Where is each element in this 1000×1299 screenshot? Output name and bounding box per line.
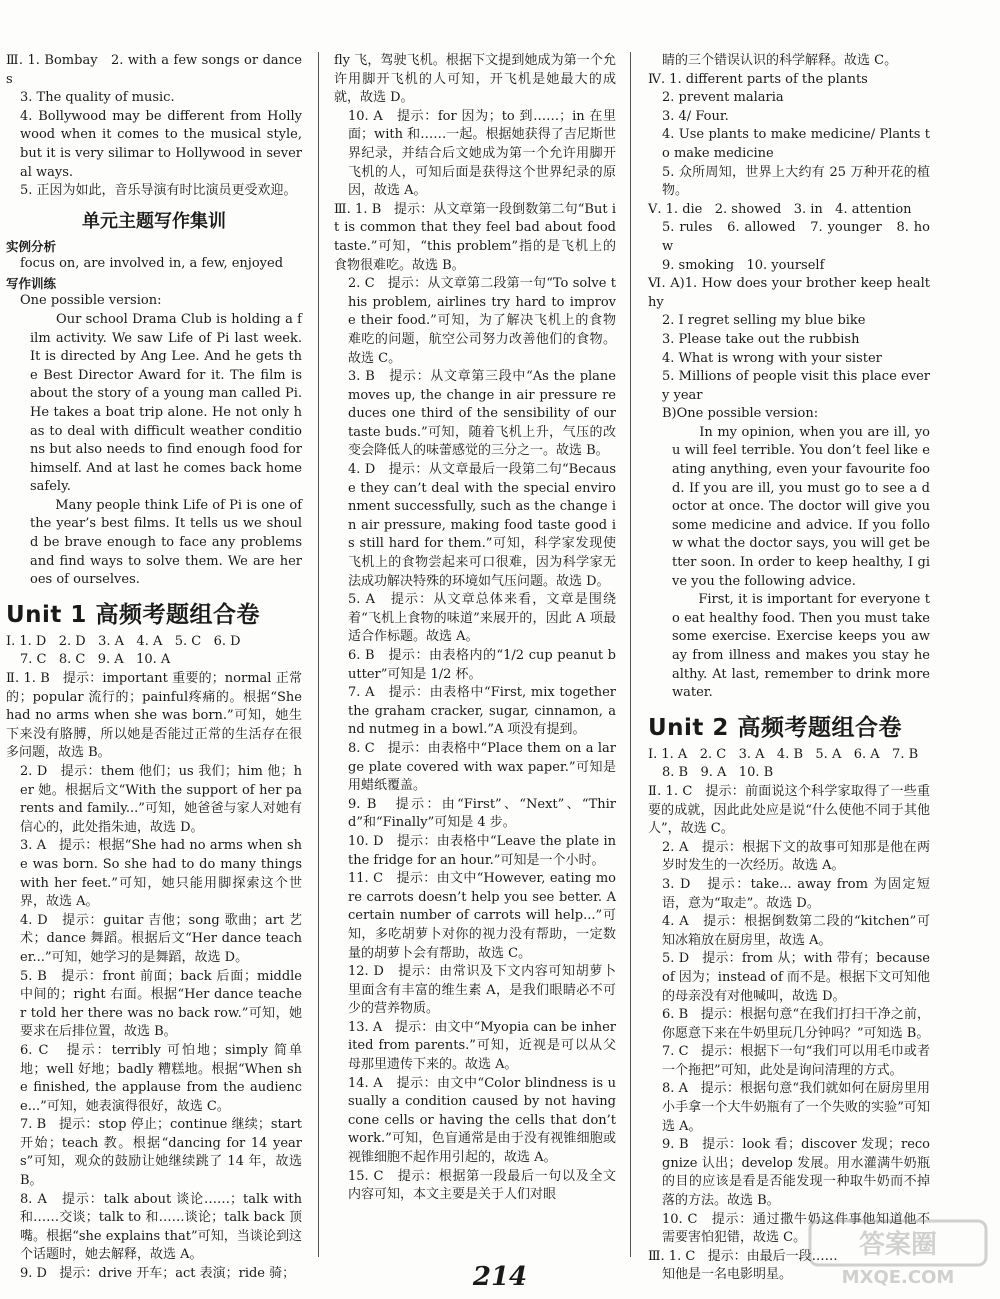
answer-text: 3. The quality of music. [20, 90, 175, 106]
unit-heading: Unit 1 高频考题组合卷 [6, 601, 260, 628]
answer-text: fly 飞，驾驶飞机。根据下文提到她成为第一个允许用脚开飞机的人可知，开飞机是她最大的成就，故选 D。 [334, 53, 616, 106]
answer-text: 7. B 提示：stop 停止；continue 继续；start 开始；teach 教。根据“dancing for 14 years”可知，观众的鼓励让她继续跳了 14 年，故选 B。 [20, 1117, 307, 1189]
answer-text: 2. A 提示：根据下文的故事可知那是他在两岁时发生的一次经历。故选 A。 [662, 839, 930, 874]
answer-text: 4. D 提示：从文章最后一段第二句“Because they can’t deal with the special environment successfully, such as the change in air pressure, making food taste good is still hard for them.”可知，科学家发现使飞机上的食物尝起来可口很难，因为科学家无法成功解决特殊的环境如气压问题。故选 D。 [348, 462, 616, 589]
answer-text: 2. C 提示：从文章第二段第一句“To solve this problem, airlines try hard to improve their food.”可知，为了解决飞机上的食物难吃的问题，航空公司努力改善他们的食物。故选 C。 [348, 276, 616, 366]
essay-paragraph: First, it is important for everyone to eat healthy food. Then you must take some exercise. Exercise keeps you away from illness and makes you stay healthy. At last, remember to drink more water. [672, 592, 935, 701]
answer-text: Ⅳ. 1. different parts of the plants [648, 71, 868, 87]
answer-text: 8. A 提示：talk about 谈论……；talk with 和……交谈；talk to 和……谈论；talk back 顶嘴。根据“she explains that”可知，当谈论到这个话题时，她去解释，故选 A。 [20, 1191, 307, 1263]
answer-text: 8. C 提示：由表格中“Place them on a large plate covered with wax paper.”可知是用蜡纸覆盖。 [348, 740, 616, 794]
answer-text: 5. 正因为如此，音乐导演有时比演员更受欢迎。 [20, 183, 297, 199]
answer-text: 4. A 提示：根据倒数第二段的“kitchen”可知冰箱放在厨房里，故选 A。 [662, 914, 930, 948]
answer-text: 7. C 提示：根据下一句“我们可以用毛巾或者一个拖把”可知，此处是询问清理的方式。 [662, 1044, 930, 1078]
essay-paragraph: Many people think Life of Pi is one of the year’s best films. It tells us we should be brave enough to face any problems and find ways to solve them. We are heroes of ourselves. [30, 497, 307, 588]
answer-text: Ⅱ. 1. B 提示：important 重要的；normal 正常的；popular 流行的；painful疼痛的。根据“She had no arms when she was born.”可知，她生下来没有胳膊，所以她是否能过正常的生活存在很多问题，故选 B。 [6, 671, 307, 761]
answer-text: Ⅲ. 1. Bombay 2. with a few songs or dances [6, 53, 302, 87]
answer-text: 4. Use plants to make medicine/ Plants to make medicine [662, 127, 930, 161]
answer-text: One possible version: [20, 293, 162, 309]
unit-heading: Unit 2 高频考题组合卷 [648, 714, 902, 741]
answer-text: 11. C 提示：由文中“However, eating more carrots doesn’t help you see better. A certain number of carrots will help...”可知，多吃胡萝卜对你的视力没有帮助，一定数量的胡萝卜会有帮助，故选 C。 [348, 871, 621, 961]
answer-text: Ⅰ. 1. A 2. C 3. A 4. B 5. A 6. A 7. B [648, 746, 919, 762]
section-heading: 单元主题写作集训 [82, 210, 226, 232]
answer-text: 睛的三个错误认识的科学解释。故选 C。 [662, 53, 898, 68]
answer-text: 9. smoking 10. yourself [662, 257, 825, 273]
page-number: 214 [472, 1262, 528, 1292]
answer-text: 8. A 提示：根据句意“我们就如何在厨房里用小手拿一个大牛奶瓶有了一个失败的实验”可知选 A。 [662, 1081, 930, 1134]
answer-text: Ⅲ. 1. B 提示：从文章第一段倒数第二句“But it is common that they feel bad about food taste.”可知，“this problem”指的是飞机上的食物很难吃。故选 B。 [334, 201, 621, 273]
answer-text: 13. A 提示：由文中“Myopia can be inherited from parents.”可知，近视是可以从父母那里遗传下来的。故选 A。 [348, 1019, 616, 1073]
answer-text: 6. C 提示：terribly 可怕地；simply 简单地；well 好地；badly 糟糕地。根据“When she finished, the applause from the audience...”可知，她表演得很好，故选 C。 [20, 1042, 302, 1114]
essay-paragraph: Our school Drama Club is holding a film activity. We saw Life of Pi last week. It is directed by Ang Lee. And he gets the Best Director Award for it. The film is about the story of a young man called Pi. He takes a boat trip alone. He not only has to deal with difficult weather conditions but also needs to find enough food for himself. And at last he comes back home safely. [30, 311, 307, 495]
answer-text: 9. D 提示：drive 开车；act 表演；ride 骑； [20, 1266, 296, 1282]
answer-text: 5. Millions of people visit this place every year [662, 369, 930, 403]
answer-text: 4. Bollywood may be different from Hollywood when it comes to the musical style, but it is very silimar to Hollywood in several ways. [20, 108, 307, 180]
answer-text: 7. C 8. C 9. A 10. A [20, 652, 171, 668]
watermark-logo [808, 1219, 988, 1289]
answer-text: 知他是一名电影明星。 [662, 1267, 793, 1283]
answer-text: 8. B 9. A 10. B [662, 765, 774, 781]
right-column [648, 52, 935, 1285]
answer-text: 3. B 提示：从文章第三段中“As the plane moves up, the change in air pressure reduces one third of the sensibility of our taste buds.”可知，随着飞机上升，气压的改变会降低人的味蕾感觉的三分之一。故选 B。 [348, 369, 621, 459]
answer-text: 9. B 提示：look 看；discover 发现；recognize 认出；develop 发展。用水灌满牛奶瓶的目的应该是看是否能发现一种取牛奶而不掉落的方法。故选 B。 [662, 1137, 930, 1209]
answer-text: 7. A 提示：由表格中“First, mix together the graham cracker, sugar, cinnamon, and nutmeg in a bowl.”A 项没有提到。 [348, 685, 621, 738]
svg-text:答案圈: 答案圈 [858, 1230, 938, 1260]
answer-text: 10. D 提示：由表格中“Leave the plate in the fridge for an hour.”可知是一个小时。 [348, 833, 621, 868]
answer-text: Ⅱ. 1. C 提示：前面说这个科学家取得了一些重要的成就，因此此处应是说“什么使他不同于其他人”，故选 C。 [648, 783, 930, 837]
answer-text: 4. D 提示：guitar 吉他；song 歌曲；art 艺术；dance 舞蹈。根据后文“Her dance teacher...”可知，她学习的是舞蹈，故选 D。 [20, 912, 302, 965]
subsection-heading: 实例分析 [6, 238, 57, 254]
answer-text: 3. D 提示：take... away from 为固定短语，意为“取走”。故选 D。 [662, 876, 930, 911]
answer-text: 3. Please take out the rubbish [662, 331, 860, 347]
answer-text: 12. D 提示：由常识及下文内容可知胡萝卜里面含有丰富的维生素 A，是我们眼睛必不可少的营养物质。 [348, 964, 616, 1017]
answer-text: focus on, are involved in, a few, enjoyed [20, 255, 284, 271]
column-divider [318, 52, 319, 1257]
answer-text: 10. C 提示：通过撒牛奶这件事他知道他不需要害怕犯错，故选 C。 [662, 1211, 930, 1246]
answer-text: 3. A 提示：根据“She had no arms when she was born. So she had to do many things with her feet.”可知，她只能用脚探索这个世界，故选 A。 [20, 838, 307, 910]
answer-text: 5. A 提示：从文章总体来看，文章是围绕着“飞机上食物的味道”来展开的，因此 A 项最适合作标题。故选 A。 [348, 592, 616, 645]
answer-text: 2. D 提示：them 他们；us 我们；him 他；her 她。根据后文“With the support of her parents and family...”可知，她爸爸与家人对她有信心的，此处指朱迪，故选 D。 [20, 764, 302, 835]
middle-column [334, 52, 621, 1205]
svg-text:MXQE.COM: MXQE.COM [841, 1267, 955, 1288]
answer-text: Ⅰ. 1. D 2. D 3. A 4. A 5. C 6. D [6, 633, 241, 649]
answer-text: Ⅴ. 1. die 2. showed 3. in 4. attention [648, 201, 912, 217]
answer-text: Ⅲ. 1. C 提示：由最后一段…… [648, 1248, 838, 1264]
answer-text: 6. B 提示：根据句意“在我们打扫干净之前，你愿意下来在牛奶里玩几分钟吗？”可知选 B。 [662, 1007, 930, 1041]
answer-text: 6. B 提示：由表格内的“1/2 cup peanut butter”可知是 1/2 杯。 [348, 648, 616, 682]
answer-text: 5. B 提示：front 前面；back 后面；middle 中间的；right 右面。根据“Her dance teacher told her there was no back row.”可知，她要求在后排位置，故选 B。 [20, 968, 307, 1040]
answer-text: 3. 4/ Four. [662, 108, 729, 124]
answer-text: B)One possible version: [662, 406, 819, 422]
answer-text: 2. prevent malaria [662, 90, 784, 106]
answer-text: 14. A 提示：由文中“Color blindness is usually a condition caused by not having cone cells or having the cells that don’t work.”可知，色盲通常是由于没有视锥细胞或视锥细胞不起作用引起的，故选 A。 [348, 1075, 621, 1166]
answer-text: 9. B 提示：由“First”、“Next”、“Third”和“Finally”可知是 4 步。 [348, 796, 616, 831]
left-column [6, 52, 307, 1284]
answer-text: 5. rules 6. allowed 7. younger 8. how [662, 220, 930, 254]
answer-text: 4. What is wrong with your sister [662, 350, 882, 366]
essay-paragraph: In my opinion, when you are ill, you will feel terrible. You don’t feel like eating anything, even your favourite food. If you are ill, you must go to see a doctor at once. The doctor will give you some medicine and advice. If you follow what the doctor says, you will get better soon. In order to keep healthy, I give you the following advice. [672, 424, 935, 589]
answer-text: 15. C 提示：根据第一段最后一句以及全文内容可知，本文主要是关于人们对眼 [348, 1168, 616, 1203]
answer-text: 10. A 提示：for 因为；to 到……；in 在里面；with 和……一起。根据她获得了吉尼斯世界纪录，并结合后文她成为第一个允许用脚开飞机的人，可知后面是获得这个世界纪录的原因，故选 A。 [348, 108, 616, 199]
column-divider [630, 52, 631, 1257]
answer-text: Ⅵ. A)1. How does your brother keep healthy [648, 276, 930, 310]
answer-text: 5. 众所周知，世界上大约有 25 万种开花的植物。 [662, 164, 930, 199]
answer-text: 5. D 提示：from 从；with 带有；because of 因为；instead of 而不是。根据下文可知他的母亲没有对他喊叫，故选 D。 [662, 951, 935, 1004]
answer-text: 2. I regret selling my blue bike [662, 313, 866, 329]
subsection-heading: 写作训练 [6, 276, 57, 292]
